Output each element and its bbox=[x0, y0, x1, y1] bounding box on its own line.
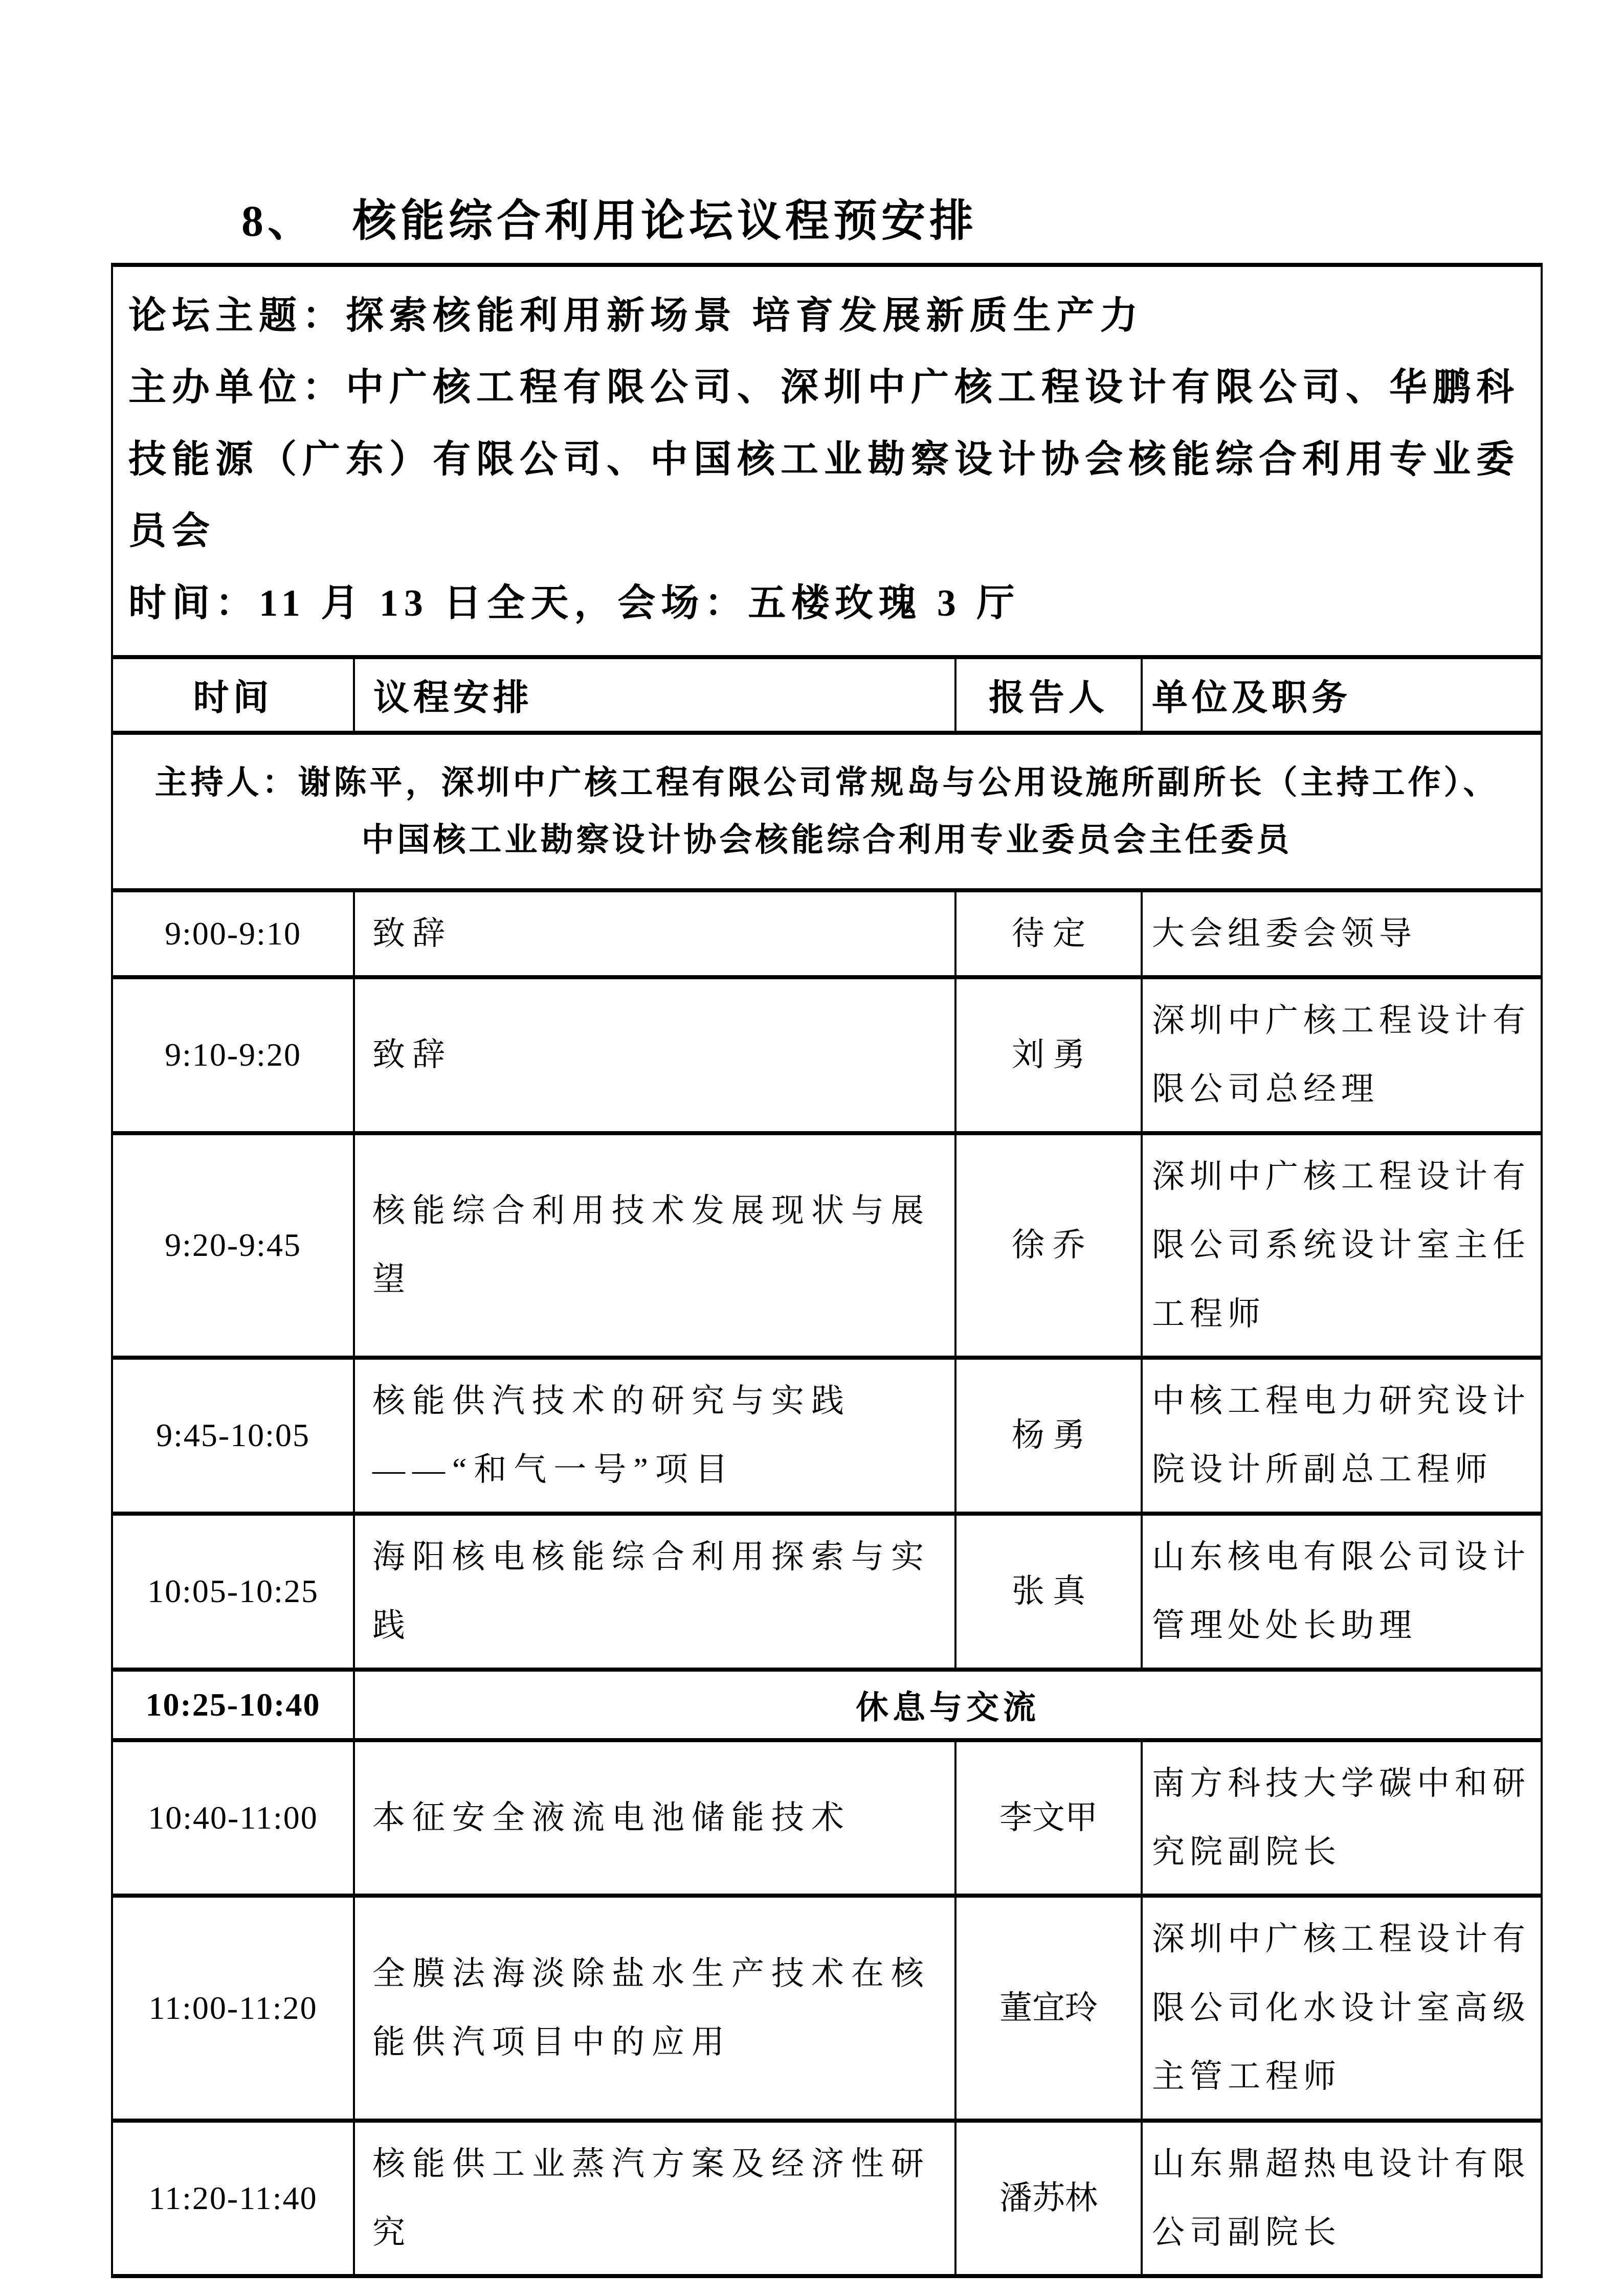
speaker-cell: 徐 乔 bbox=[955, 1133, 1142, 1358]
affiliation-cell: 深圳中广核工程设计有限公司系统设计室主任工程师 bbox=[1142, 1133, 1542, 1358]
time-cell: 10:05-10:25 bbox=[112, 1514, 354, 1670]
time-cell: 10:25-10:40 bbox=[112, 1670, 354, 1740]
agenda-row bbox=[112, 1740, 1542, 1896]
topic-cell: 核能综合利用技术发展现状与展望 bbox=[354, 1133, 955, 1358]
moderator-line-2: 中国核工业勘察设计协会核能综合利用专业委员会主任委员 bbox=[361, 821, 1293, 858]
agenda-row bbox=[112, 2121, 1542, 2277]
agenda-table bbox=[111, 263, 1543, 2279]
section-title bbox=[241, 0, 1624, 245]
speaker-cell: 刘 勇 bbox=[955, 977, 1142, 1133]
affiliation-cell: 山东鼎超热电设计有限公司副院长 bbox=[1142, 2121, 1542, 2277]
agenda-row bbox=[112, 890, 1542, 977]
break-row bbox=[112, 1670, 1542, 1740]
time-cell: 11:20-11:40 bbox=[112, 2121, 354, 2277]
time-cell: 10:40-11:00 bbox=[112, 1740, 354, 1896]
forum-organizers: 主办单位：中广核工程有限公司、深圳中广核工程设计有限公司、华鹏科技能源（广东）有限公司、中国核工业勘察设计协会核能综合利用专业委员会 bbox=[128, 367, 1520, 553]
topic-cell: 核能供汽技术的研究与实践——“和气一号”项目 bbox=[354, 1358, 955, 1514]
col-header-speaker: 报告人 bbox=[955, 657, 1142, 733]
time-cell: 9:45-10:05 bbox=[112, 1358, 354, 1514]
col-header-affiliation: 单位及职务 bbox=[1142, 657, 1542, 733]
affiliation-cell: 南方科技大学碳中和研究院副院长 bbox=[1142, 1740, 1542, 1896]
moderator-row bbox=[112, 733, 1542, 890]
agenda-row bbox=[112, 977, 1542, 1133]
break-cell: 休息与交流 bbox=[354, 1670, 1542, 1740]
topic-cell: 全膜法海淡除盐水生产技术在核能供汽项目中的应用 bbox=[354, 1896, 955, 2120]
affiliation-cell: 深圳中广核工程设计有限公司总经理 bbox=[1142, 977, 1542, 1133]
affiliation-cell: 深圳中广核工程设计有限公司化水设计室高级主管工程师 bbox=[1142, 1896, 1542, 2120]
affiliation-cell: 大会组委会领导 bbox=[1142, 890, 1542, 977]
info-row bbox=[112, 265, 1542, 657]
speaker-cell: 李文甲 bbox=[955, 1740, 1142, 1896]
forum-theme: 论坛主题：探索核能利用新场景 培育发展新质生产力 bbox=[128, 295, 1144, 337]
column-header-row bbox=[112, 657, 1542, 733]
agenda-row bbox=[112, 1514, 1542, 1670]
section-number: 8、 bbox=[241, 196, 316, 245]
time-cell: 11:00-11:20 bbox=[112, 1896, 354, 2120]
affiliation-cell: 山东核电有限公司设计管理处处长助理 bbox=[1142, 1514, 1542, 1670]
topic-cell: 本征安全液流电池储能技术 bbox=[354, 1740, 955, 1896]
speaker-cell: 杨 勇 bbox=[955, 1358, 1142, 1514]
forum-time-venue: 时间：11 月 13 日全天，会场：五楼玫瑰 3 厅 bbox=[128, 582, 1020, 624]
time-cell: 9:20-9:45 bbox=[112, 1133, 354, 1358]
speaker-cell: 张 真 bbox=[955, 1514, 1142, 1670]
col-header-topic: 议程安排 bbox=[354, 657, 955, 733]
topic-cell: 海阳核电核能综合利用探索与实践 bbox=[354, 1514, 955, 1670]
speaker-cell: 潘苏林 bbox=[955, 2121, 1142, 2277]
topic-cell: 致辞 bbox=[354, 977, 955, 1133]
speaker-cell: 待 定 bbox=[955, 890, 1142, 977]
forum-info-cell bbox=[112, 265, 1542, 657]
agenda-row bbox=[112, 1133, 1542, 1358]
time-cell: 9:10-9:20 bbox=[112, 977, 354, 1133]
topic-cell: 致辞 bbox=[354, 890, 955, 977]
topic-cell: 核能供工业蒸汽方案及经济性研究 bbox=[354, 2121, 955, 2277]
agenda-row bbox=[112, 1896, 1542, 2120]
affiliation-cell: 中核工程电力研究设计院设计所副总工程师 bbox=[1142, 1358, 1542, 1514]
speaker-cell: 董宜玲 bbox=[955, 1896, 1142, 2120]
section-title-text: 核能综合利用论坛议程预安排 bbox=[352, 196, 977, 245]
moderator-cell bbox=[112, 733, 1542, 890]
agenda-row bbox=[112, 1358, 1542, 1514]
col-header-time: 时间 bbox=[112, 657, 354, 733]
time-cell: 9:00-9:10 bbox=[112, 890, 354, 977]
moderator-line-1: 主持人：谢陈平，深圳中广核工程有限公司常规岛与公用设施所副所长（主持工作）、 bbox=[154, 764, 1499, 801]
